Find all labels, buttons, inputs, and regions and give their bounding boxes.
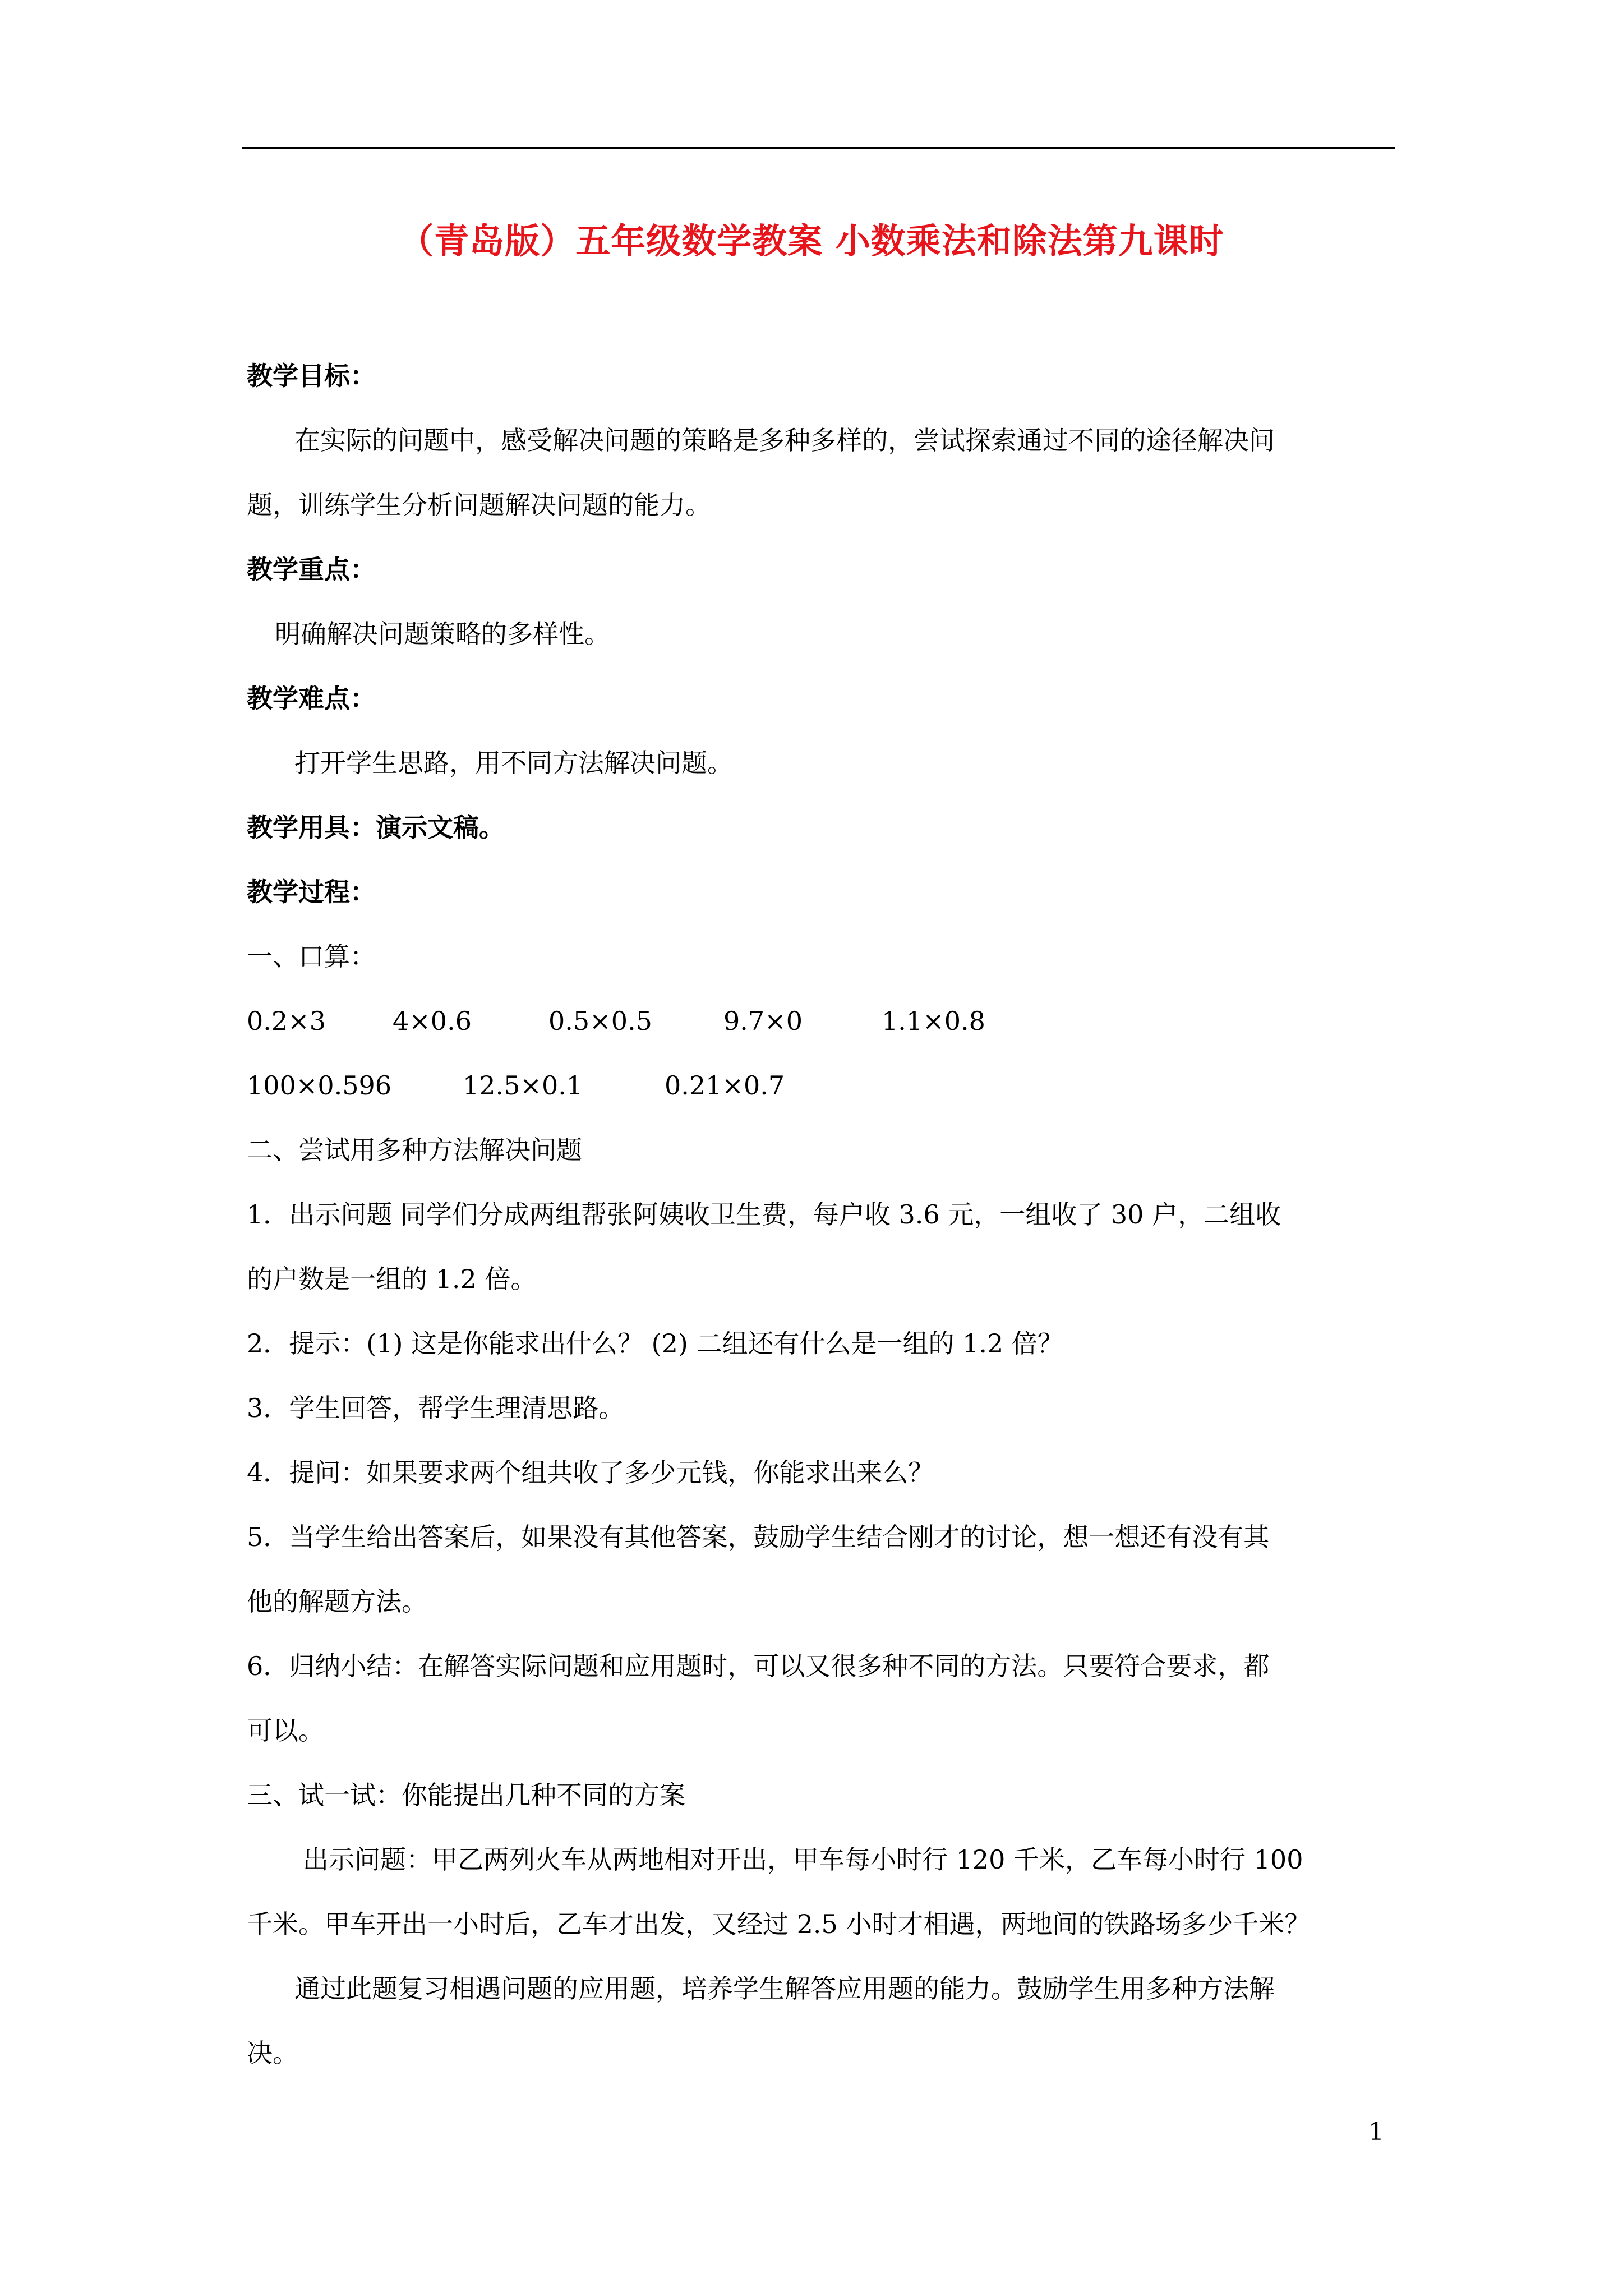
mental-math-item: 0.21×0.7 [665,1070,785,1101]
section3-para1-line1: 出示问题：甲乙两列火车从两地相对开出，甲车每小时行 120 千米，乙车每小时行 100 [303,1844,1303,1875]
mental-math-item: 0.2×3 [247,1006,326,1036]
mental-math-item: 12.5×0.1 [463,1070,583,1101]
header-rule [242,147,1395,149]
section2-item1-line1: 1．出示问题 同学们分成两组帮张阿姨收卫生费，每户收 3.6 元，一组收了 30 户，二组收 [247,1199,1281,1230]
mental-math-item: 9.7×0 [723,1006,803,1036]
mental-math-item: 0.5×0.5 [548,1006,652,1036]
goal-heading: 教学目标： [247,361,376,391]
section2-item4: 4．提问：如果要求两个组共收了多少元钱，你能求出来么？ [247,1457,934,1488]
section2-item2: 2．提示：(1) 这是你能求出什么？ (2) 二组还有什么是一组的 1.2 倍？ [247,1328,1063,1359]
section2-item3: 3．学生回答，帮学生理清思路。 [247,1393,625,1423]
key-point-text: 明确解决问题策略的多样性。 [275,619,610,649]
section2-item6-line1: 6．归纳小结：在解答实际问题和应用题时，可以又很多种不同的方法。只要符合要求，都 [247,1651,1270,1681]
process-heading: 教学过程： [247,877,376,907]
section1-heading: 一、口算： [247,941,376,972]
mental-math-item: 4×0.6 [393,1006,472,1036]
mental-math-item: 1.1×0.8 [882,1006,985,1036]
mental-math-item: 100×0.596 [247,1070,392,1101]
key-point-heading: 教学重点： [247,554,376,585]
page-title: （青岛版）五年级数学教案 小数乘法和除法第九课时 [399,220,1224,261]
section2-item5-line1: 5．当学生给出答案后，如果没有其他答案，鼓励学生结合刚才的讨论，想一想还有没有其 [247,1522,1270,1552]
goal-text-1: 在实际的问题中，感受解决问题的策略是多种多样的，尝试探索通过不同的途径解决问 [294,425,1275,455]
section2-item1-line2: 的户数是一组的 1.2 倍。 [247,1264,537,1294]
section2-item6-line2: 可以。 [247,1715,324,1746]
page-number: 1 [1368,2118,1384,2146]
tools-line: 教学用具：演示文稿。 [247,812,505,843]
section3-para2-line2: 决。 [247,2038,298,2068]
difficulty-text: 打开学生思路，用不同方法解决问题。 [294,748,733,778]
section3-heading: 三、试一试：你能提出几种不同的方案 [247,1780,685,1810]
goal-text-2: 题，训练学生分析问题解决问题的能力。 [247,490,711,520]
difficulty-heading: 教学难点： [247,683,376,714]
section3-para2-line1: 通过此题复习相遇问题的应用题，培养学生解答应用题的能力。鼓励学生用多种方法解 [294,1973,1275,2004]
section3-para1-line2: 千米。甲车开出一小时后，乙车才出发，又经过 2.5 小时才相遇，两地间的铁路场多少千米？ [247,1909,1311,1939]
section2-heading: 二、尝试用多种方法解决问题 [247,1135,582,1165]
section2-item5-line2: 他的解题方法。 [247,1586,427,1617]
